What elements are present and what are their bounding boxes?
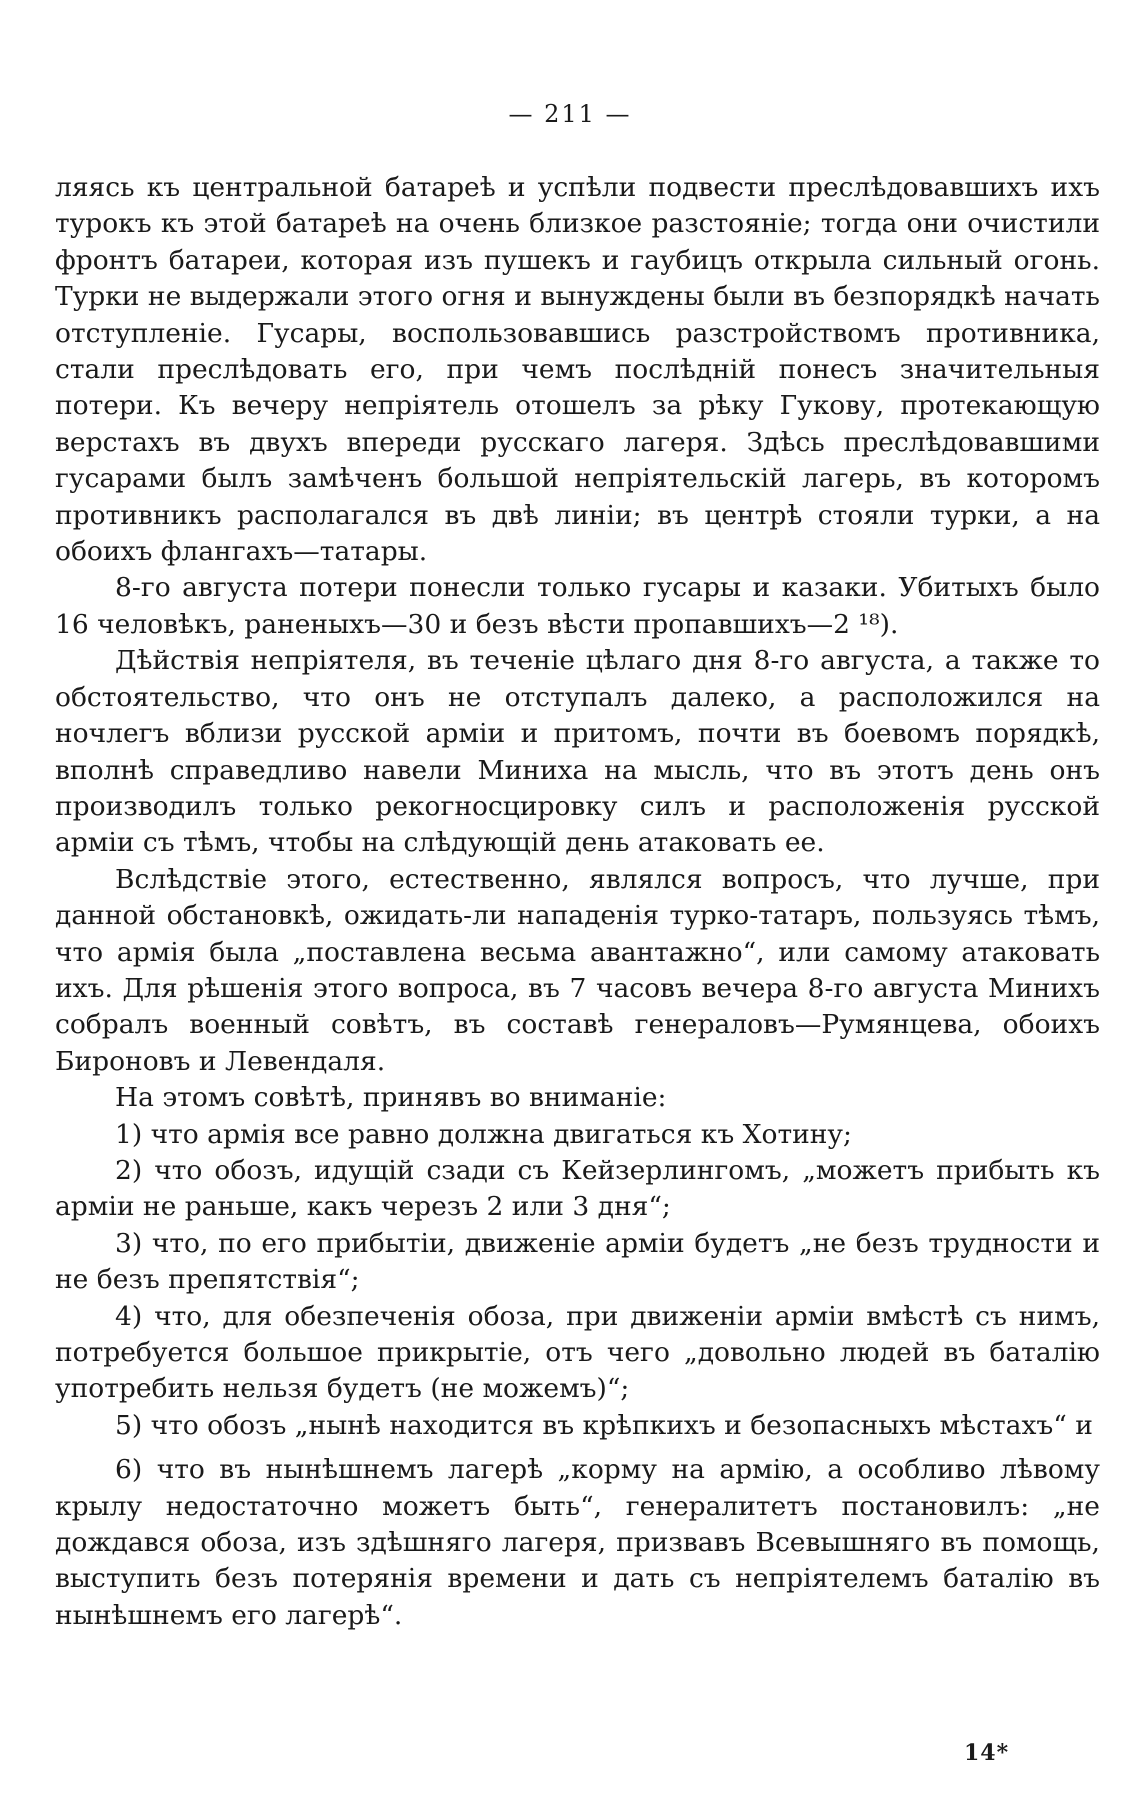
list-item-4: 4) что, для обезпеченія обоза, при движеніи арміи вмѣстѣ съ нимъ, потребуется большое прикрытіе, отъ чего „довольно людей въ баталію употребить нельзя будетъ (не можемъ)“; [55,1300,1100,1405]
list-item-3: 3) что, по его прибытіи, движеніе арміи будетъ „не безъ трудности и не безъ препятствія“; [55,1227,1100,1296]
paragraph-1: ляясь къ центральной батареѣ и успѣли подвести преслѣдовавшихъ ихъ турокъ къ этой батареѣ на очень близкое разстояніе; тогда они очистили фронтъ батареи, которая изъ пушекъ и гаубицъ открыла сильный огонь. Турки не выдержали этого огня и вынуждены были въ безпорядкѣ начать отступленіе. Гусары, воспользовавшись разстройствомъ противника, стали преслѣдовать его, при чемъ послѣдній понесъ значительныя потери. Къ вечеру непріятель отошелъ за рѣку Гукову, протекающую верстахъ въ двухъ впереди русскаго лагеря. Здѣсь преслѣдовавшими гусарами былъ замѣченъ большой непріятельскій лагерь, въ которомъ противникъ располагался въ двѣ линіи; въ центрѣ стояли турки, а на обоихъ флангахъ—татары. [55,172,1100,568]
paragraph-4: Вслѣдствіе этого, естественно, являлся вопросъ, что лучше, при данной обстановкѣ, ожидать-ли нападенія турко-татаръ, пользуясь тѣмъ, что армія была „поставлена весьма авантажно“, или самому атаковать ихъ. Для рѣшенія этого вопроса, въ 7 часовъ вечера 8-го августа Минихъ собралъ военный совѣтъ, въ составѣ генераловъ—Румянцева, обоихъ Бироновъ и Левендаля. [55,863,1100,1077]
signature-mark: 14* [964,1740,1010,1766]
paragraph-2: 8-го августа потери понесли только гусары и казаки. Убитыхъ было 16 человѣкъ, раненыхъ—30 и безъ вѣсти пропавшихъ—2 ¹⁸). [55,572,1100,640]
body-text [55,170,1100,1634]
list-item-5: 5) что обозъ „нынѣ находится въ крѣпкихъ и безопасныхъ мѣстахъ“ и [115,1409,1093,1441]
list-item-6: 6) что въ нынѣшнемъ лагерѣ „корму на армію, а особливо лѣвому крылу недостаточно можетъ быть“, генералитетъ постановилъ: „не дождався обоза, изъ здѣшняго лагеря, призвавъ Всевышняго въ помощь, выступить безъ потерянія времени и дать съ непріятелемъ баталію въ нынѣшнемъ его лагерѣ“. [55,1454,1100,1631]
page-number: — 211 — [508,100,632,128]
list-item-1: 1) что армія все равно должна двигаться къ Хотину; [115,1118,852,1150]
paragraph-5: На этомъ совѣтѣ, принявъ во вниманіе: [115,1082,667,1114]
list-item-2: 2) что обозъ, идущій сзади съ Кейзерлингомъ, „можетъ прибыть къ арміи не раньше, какъ черезъ 2 или 3 дня“; [55,1154,1100,1223]
paragraph-3: Дѣйствія непріятеля, въ теченіе цѣлаго дня 8-го августа, а также то обстоятельство, что онъ не отступалъ далеко, а расположился на ночлегъ вблизи русской арміи и притомъ, почти въ боевомъ порядкѣ, вполнѣ справедливо навели Миниха на мысль, что въ этотъ день онъ производилъ только рекогносцировку силъ и расположенія русской арміи съ тѣмъ, чтобы на слѣдующій день атаковать ее. [55,645,1100,859]
